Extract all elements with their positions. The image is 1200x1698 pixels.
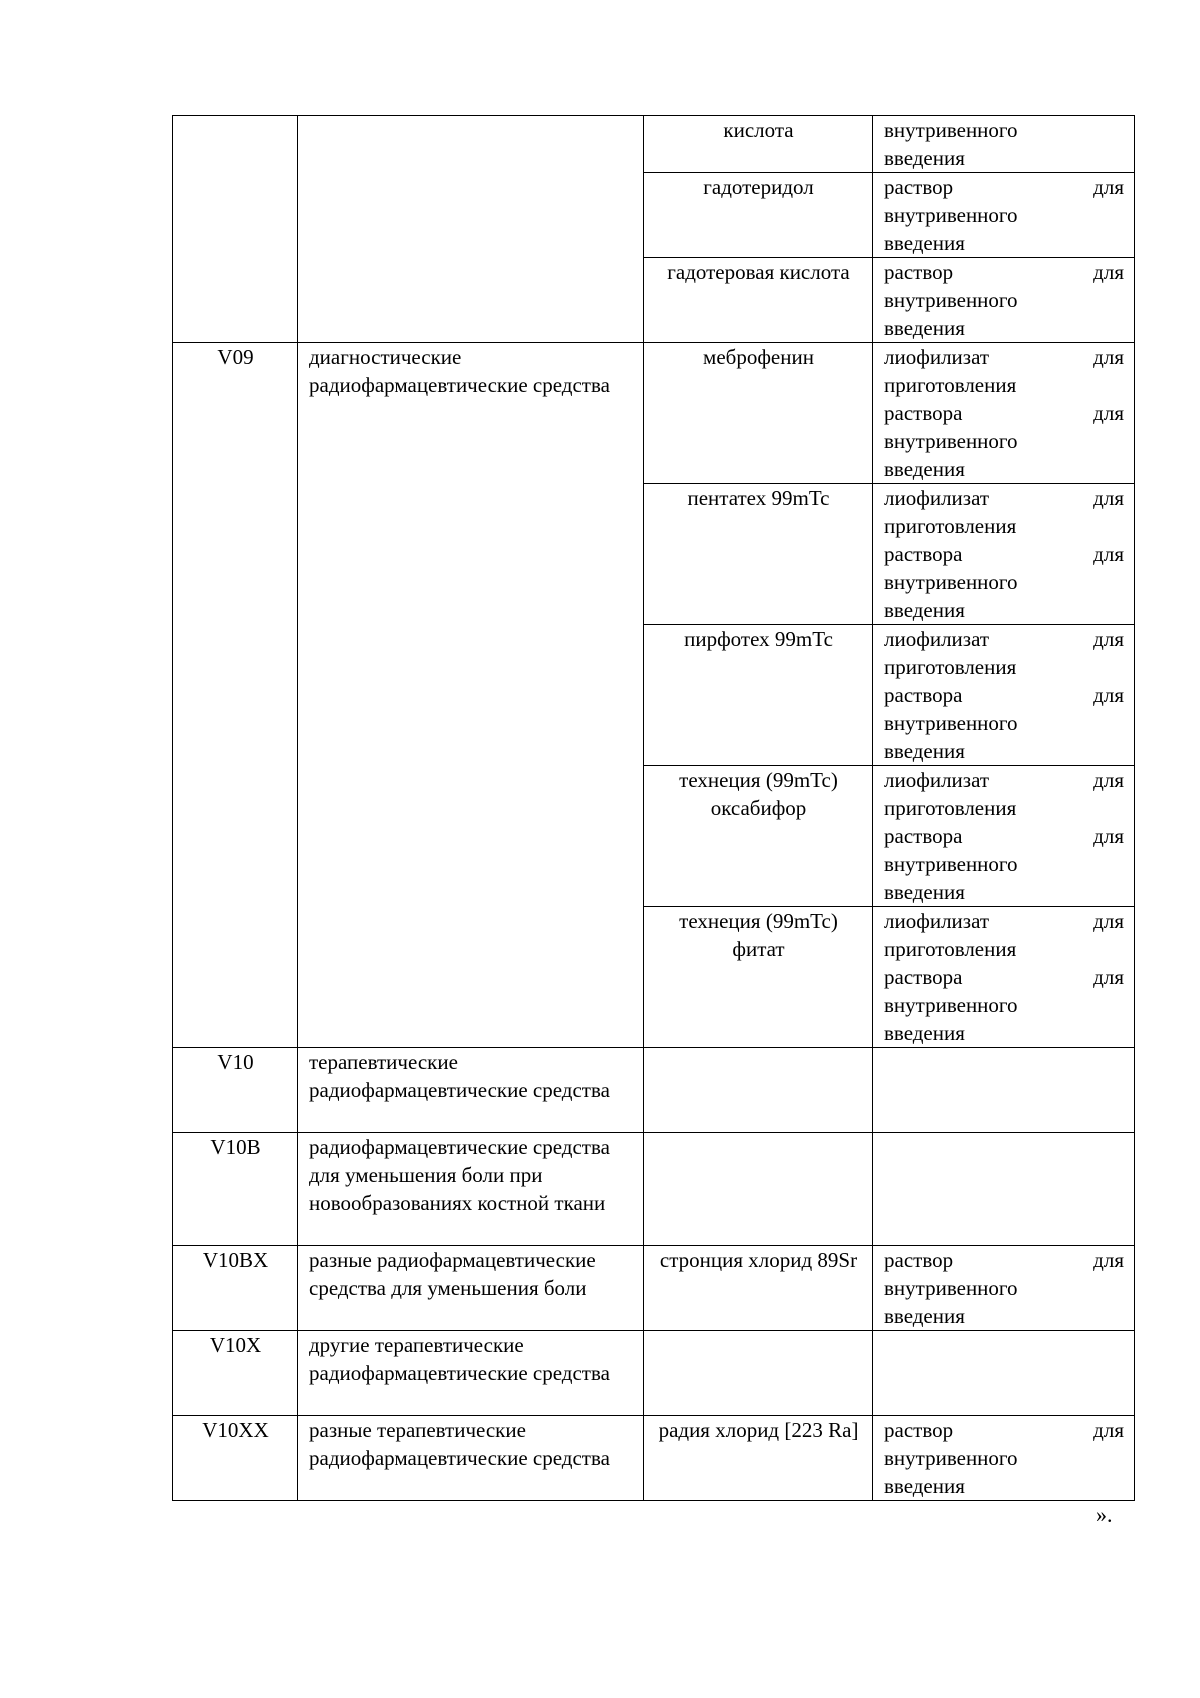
- code-cell: V10: [173, 1048, 298, 1133]
- dosage-form-cell: раствор для внутривенного введения: [873, 1246, 1135, 1331]
- drug-name-cell: [644, 1133, 873, 1246]
- group-cell: [298, 116, 644, 343]
- group-cell: разные радиофармацевтические средства для уменьшения боли: [298, 1246, 644, 1331]
- drug-table: [172, 115, 1135, 1501]
- group-cell: разные терапевтические радиофармацевтические средства: [298, 1416, 644, 1501]
- code-cell: V10BX: [173, 1246, 298, 1331]
- group-cell: радиофармацевтические средства для уменьшения боли при новообразованиях костной ткани: [298, 1133, 644, 1246]
- group-cell: диагностические радиофармацевтические средства: [298, 343, 644, 1048]
- drug-name-cell: радия хлорид [223 Ra]: [644, 1416, 873, 1501]
- group-cell: терапевтические радиофармацевтические средства: [298, 1048, 644, 1133]
- drug-name-cell: пентатех 99mTc: [644, 484, 873, 625]
- code-cell: V10X: [173, 1331, 298, 1416]
- drug-name-cell: стронция хлорид 89Sr: [644, 1246, 873, 1331]
- drug-name-cell: пирфотех 99mTc: [644, 625, 873, 766]
- code-cell: V10XX: [173, 1416, 298, 1501]
- dosage-form-cell: [873, 1331, 1135, 1416]
- table-row: [173, 116, 1135, 173]
- code-cell: V09: [173, 343, 298, 1048]
- drug-name-cell: [644, 1048, 873, 1133]
- dosage-form-cell: лиофилизат для приготовления раствора для внутривенного введения: [873, 625, 1135, 766]
- drug-name-cell: кислота: [644, 116, 873, 173]
- drug-name-cell: гадотеридол: [644, 173, 873, 258]
- drug-name-cell: технеция (99mTc) оксабифор: [644, 766, 873, 907]
- dosage-form-cell: лиофилизат для приготовления раствора для внутривенного введения: [873, 484, 1135, 625]
- drug-name-cell: гадотеровая кислота: [644, 258, 873, 343]
- dosage-form-cell: раствор для внутривенного введения: [873, 1416, 1135, 1501]
- drug-name-cell: [644, 1331, 873, 1416]
- code-cell: V10B: [173, 1133, 298, 1246]
- table-row: [173, 1133, 1135, 1246]
- table-row: [173, 1416, 1135, 1501]
- closing-quote-mark: ».: [1096, 1502, 1113, 1527]
- dosage-form-cell: раствор для внутривенного введения: [873, 173, 1135, 258]
- dosage-form-cell: внутривенного введения: [873, 116, 1135, 173]
- dosage-form-cell: лиофилизат для приготовления раствора для внутривенного введения: [873, 907, 1135, 1048]
- code-cell: [173, 116, 298, 343]
- table-row: [173, 1331, 1135, 1416]
- group-cell: другие терапевтические радиофармацевтические средства: [298, 1331, 644, 1416]
- dosage-form-cell: лиофилизат для приготовления раствора для внутривенного введения: [873, 343, 1135, 484]
- drug-name-cell: меброфенин: [644, 343, 873, 484]
- dosage-form-cell: [873, 1048, 1135, 1133]
- dosage-form-cell: лиофилизат для приготовления раствора для внутривенного введения: [873, 766, 1135, 907]
- table-row: [173, 1048, 1135, 1133]
- drug-name-cell: технеция (99mTc) фитат: [644, 907, 873, 1048]
- dosage-form-cell: раствор для внутривенного введения: [873, 258, 1135, 343]
- table-row: [173, 1246, 1135, 1331]
- table-row: [173, 343, 1135, 484]
- dosage-form-cell: [873, 1133, 1135, 1246]
